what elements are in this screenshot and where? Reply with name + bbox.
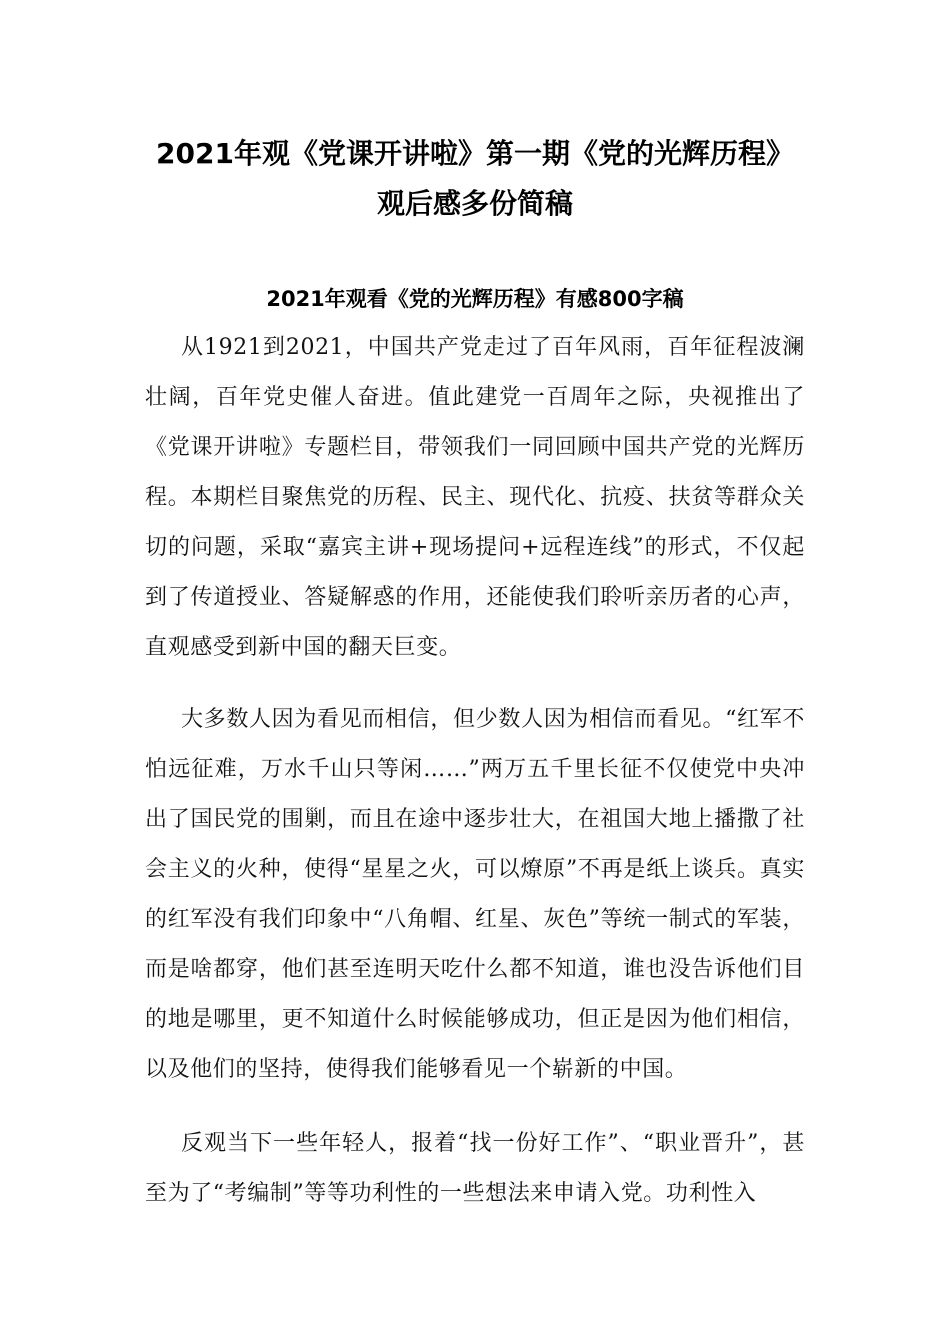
body-paragraph-1: 从1921到2021，中国共产党走过了百年风雨，百年征程波澜壮阔，百年党史催人奋进。值此建党一百周年之际，央视推出了《党课开讲啦》专题栏目，带领我们一同回顾中国共产党的光辉历程。本期栏目聚焦党的历程、民主、现代化、抗疫、扶贫等群众关切的问题，采取“嘉宾主讲+现场提问+远程连线”的形式，不仅起到了传道授业、答疑解惑的作用，还能使我们聆听亲历者的心声，直观感受到新中国的翻天巨变。: [145, 335, 805, 660]
section-heading: 2021年观看《党的光辉历程》有感800字稿: [266, 287, 684, 311]
document-title-line-1: 2021年观《党课开讲啦》第一期《党的光辉历程》: [156, 137, 794, 170]
body-paragraph-2: 大多数人因为看见而相信，但少数人因为相信而看见。“红军不怕远征难，万水千山只等闲……”两万五千里长征不仅使党中央冲出了国民党的围剿，而且在途中逐步壮大，在祖国大地上播撒了社会主义的火种，使得“星星之火，可以燎原”不再是纸上谈兵。真实的红军没有我们印象中“八角帽、红星、灰色”等统一制式的军装，而是啥都穿，他们甚至连明天吃什么都不知道，谁也没告诉他们目的地是哪里，更不知道什么时候能够成功，但正是因为他们相信，以及他们的坚持，使得我们能够看见一个崭新的中国。: [145, 707, 805, 1082]
document-title-line-2: 观后感多份简稿: [376, 187, 573, 220]
body-paragraph-3: 反观当下一些年轻人，报着“找一份好工作”、“职业晋升”，甚至为了“考编制”等等功利性的一些想法来申请入党。功利性入: [145, 1131, 805, 1206]
